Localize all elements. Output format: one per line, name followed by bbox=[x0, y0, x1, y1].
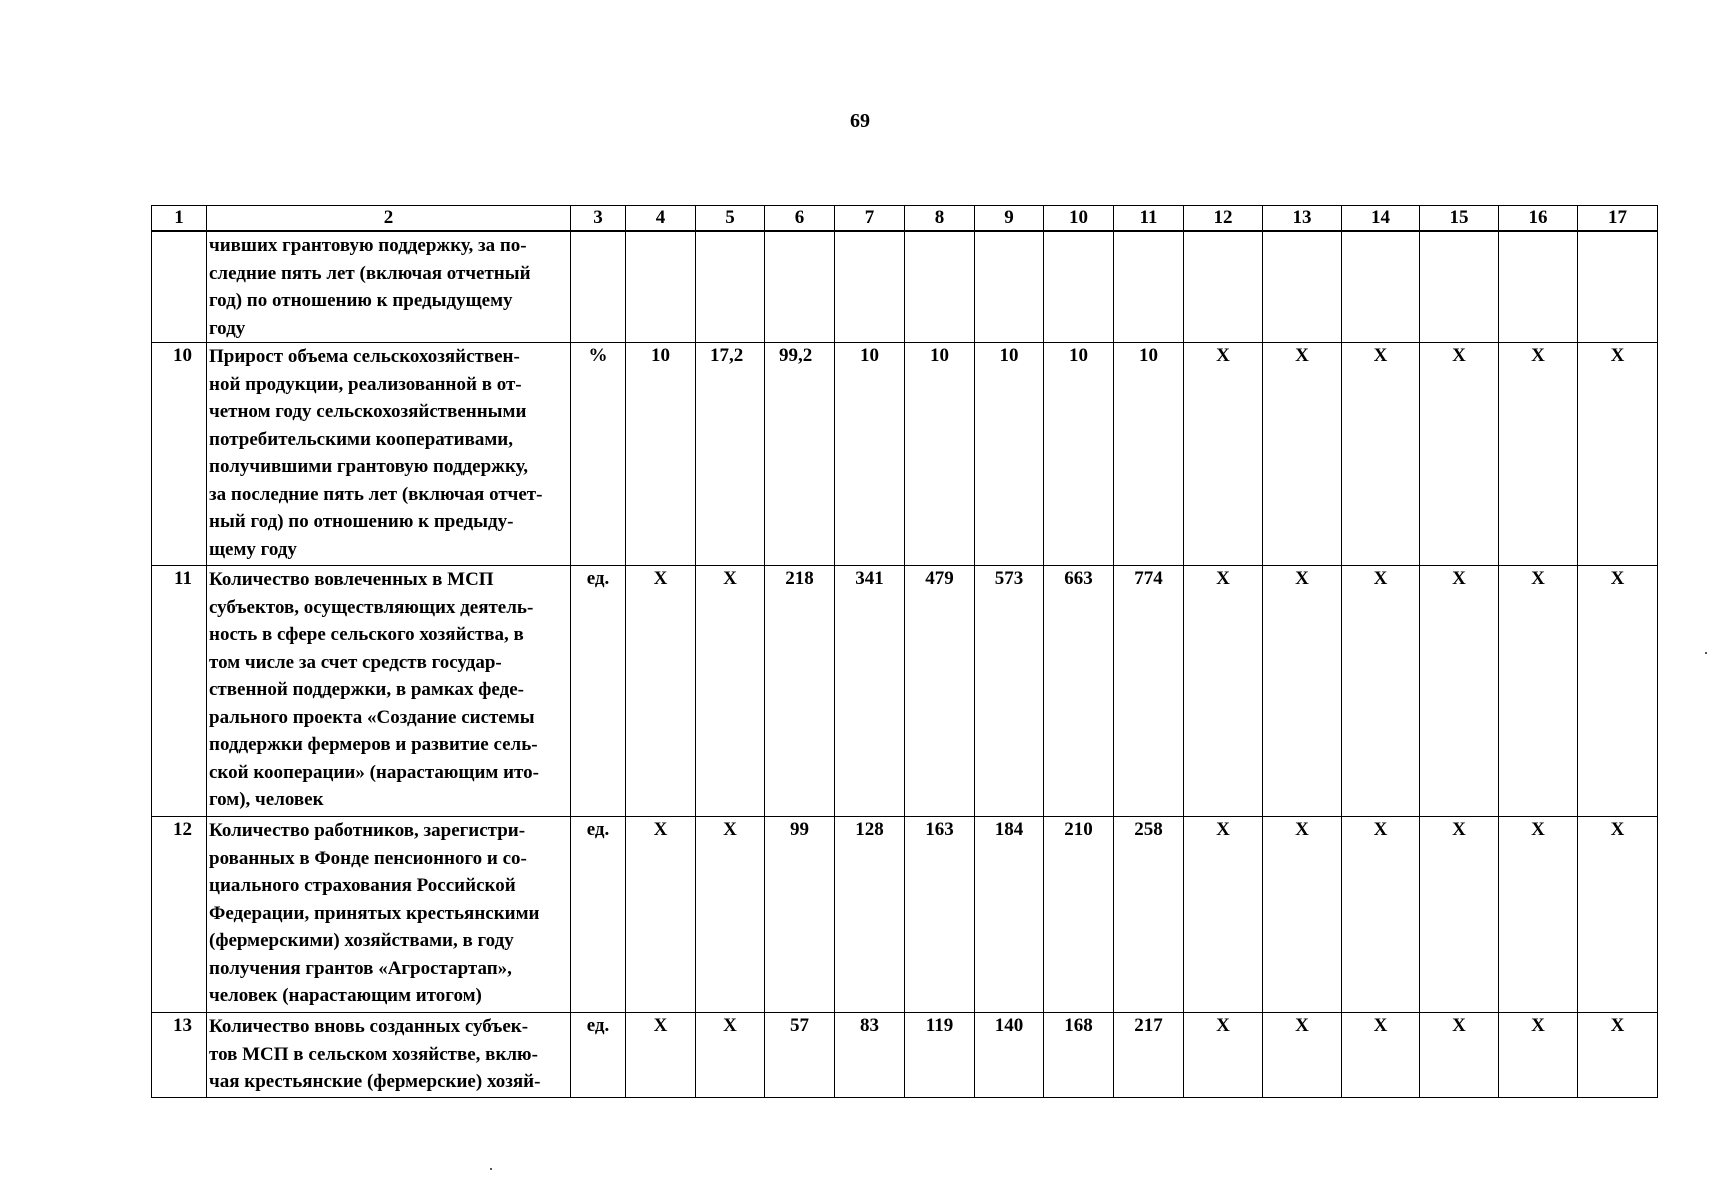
row-number bbox=[152, 231, 207, 343]
indicator-description bbox=[207, 231, 571, 343]
value-cell: 573 bbox=[975, 566, 1044, 817]
value-cell: X bbox=[1578, 817, 1658, 1013]
value-cell: 99 bbox=[765, 817, 835, 1013]
column-header: 9 bbox=[975, 206, 1044, 232]
description-line: Количество работников, зарегистри- bbox=[209, 820, 526, 841]
value-cell: X bbox=[1342, 343, 1420, 566]
value-cell bbox=[835, 231, 905, 343]
value-cell bbox=[1342, 231, 1420, 343]
value-cell: 10 bbox=[1114, 343, 1184, 566]
description-line: гом), человек bbox=[209, 789, 324, 810]
description-line: ственной поддержки, в рамках феде- bbox=[209, 679, 524, 700]
description-line: год) по отношению к предыдущему bbox=[209, 290, 513, 311]
value-cell: X bbox=[626, 817, 696, 1013]
description-line: том числе за счет средств государ- bbox=[209, 651, 502, 673]
value-cell bbox=[696, 231, 765, 343]
value-cell: 10 bbox=[905, 343, 975, 566]
value-cell: 10 bbox=[975, 343, 1044, 566]
value-cell: X bbox=[1263, 1013, 1342, 1098]
description-line: (фермерскими) хозяйствами, в году bbox=[209, 930, 514, 951]
value-cell: X bbox=[1184, 817, 1263, 1013]
column-header: 11 bbox=[1114, 206, 1184, 232]
indicator-description bbox=[207, 1013, 571, 1098]
unit-cell bbox=[571, 231, 626, 343]
indicator-description bbox=[207, 817, 571, 1013]
value-cell: X bbox=[1263, 343, 1342, 566]
value-cell: 10 bbox=[1044, 343, 1114, 566]
value-cell: 17,2 bbox=[696, 343, 765, 566]
value-cell bbox=[975, 231, 1044, 343]
value-cell: 258 bbox=[1114, 817, 1184, 1013]
value-cell bbox=[1499, 231, 1578, 343]
table-row bbox=[152, 343, 1658, 566]
description-line: получения грантов «Агростартап», bbox=[209, 957, 512, 979]
value-cell: 663 bbox=[1044, 566, 1114, 817]
unit-cell: % bbox=[571, 343, 626, 566]
value-cell: 57 bbox=[765, 1013, 835, 1098]
description-line: Прирост объема сельскохозяйствен- bbox=[209, 346, 520, 367]
scan-speck bbox=[490, 1168, 492, 1170]
description-line: чая крестьянские (фермерские) хозяй- bbox=[209, 1071, 541, 1092]
description-line: поддержки фермеров и развитие сель- bbox=[209, 734, 538, 755]
description-line: году bbox=[209, 317, 246, 339]
value-cell: 163 bbox=[905, 817, 975, 1013]
indicators-table bbox=[151, 205, 1658, 1098]
value-cell bbox=[1420, 231, 1499, 343]
indicator-description bbox=[207, 566, 571, 817]
value-cell: 10 bbox=[835, 343, 905, 566]
description-line: тов МСП в сельском хозяйстве, вклю- bbox=[209, 1043, 538, 1065]
value-cell bbox=[1184, 231, 1263, 343]
description-line: циального страхования Российской bbox=[209, 875, 516, 896]
value-cell: X bbox=[1184, 1013, 1263, 1098]
description-line: рованных в Фонде пенсионного и со- bbox=[209, 847, 527, 869]
description-line: ской кооперации» (нарастающим ито- bbox=[209, 761, 539, 783]
description-line: потребительскими кооперативами, bbox=[209, 428, 513, 450]
value-cell: X bbox=[696, 817, 765, 1013]
value-cell: X bbox=[1420, 817, 1499, 1013]
value-cell: 479 bbox=[905, 566, 975, 817]
value-cell bbox=[1114, 231, 1184, 343]
value-cell: X bbox=[1184, 566, 1263, 817]
column-header: 4 bbox=[626, 206, 696, 232]
description-line: следние пять лет (включая отчетный bbox=[209, 262, 531, 284]
description-line: ной продукции, реализованной в от- bbox=[209, 373, 522, 395]
description-line: четном году сельскохозяйственными bbox=[209, 401, 527, 422]
value-cell: X bbox=[1342, 1013, 1420, 1098]
column-header: 8 bbox=[905, 206, 975, 232]
description-line: человек (нарастающим итогом) bbox=[209, 985, 482, 1006]
value-cell: 128 bbox=[835, 817, 905, 1013]
value-cell bbox=[1578, 231, 1658, 343]
value-cell: X bbox=[1499, 566, 1578, 817]
value-cell: X bbox=[1499, 817, 1578, 1013]
table-row bbox=[152, 817, 1658, 1013]
value-cell: 140 bbox=[975, 1013, 1044, 1098]
value-cell: X bbox=[1342, 817, 1420, 1013]
description-line: щему году bbox=[209, 538, 297, 560]
column-header: 1 bbox=[152, 206, 207, 232]
value-cell: 210 bbox=[1044, 817, 1114, 1013]
value-cell: X bbox=[1578, 1013, 1658, 1098]
value-cell: X bbox=[626, 566, 696, 817]
column-header: 2 bbox=[207, 206, 571, 232]
description-line: субъектов, осуществляющих деятель- bbox=[209, 596, 534, 618]
value-cell: X bbox=[1499, 343, 1578, 566]
column-header: 3 bbox=[571, 206, 626, 232]
value-cell: X bbox=[1499, 1013, 1578, 1098]
value-cell: X bbox=[1420, 1013, 1499, 1098]
value-cell: X bbox=[626, 1013, 696, 1098]
description-line: ный год) по отношению к предыду- bbox=[209, 511, 514, 532]
row-number: 11 bbox=[152, 566, 207, 817]
value-cell: X bbox=[1263, 817, 1342, 1013]
value-cell: 218 bbox=[765, 566, 835, 817]
value-cell: 341 bbox=[835, 566, 905, 817]
value-cell: 83 bbox=[835, 1013, 905, 1098]
column-number-row bbox=[152, 206, 1658, 232]
column-header: 12 bbox=[1184, 206, 1263, 232]
value-cell bbox=[626, 231, 696, 343]
column-header: 6 bbox=[765, 206, 835, 232]
table-row bbox=[152, 566, 1658, 817]
unit-cell: ед. bbox=[571, 566, 626, 817]
description-line: рального проекта «Создание системы bbox=[209, 706, 535, 728]
value-cell: X bbox=[1578, 566, 1658, 817]
column-header: 15 bbox=[1420, 206, 1499, 232]
description-line: получившими грантовую поддержку, bbox=[209, 456, 528, 477]
description-line: Количество вовлеченных в МСП bbox=[209, 569, 494, 590]
table-row bbox=[152, 231, 1658, 343]
unit-cell: ед. bbox=[571, 817, 626, 1013]
table-row bbox=[152, 1013, 1658, 1098]
description-line: за последние пять лет (включая отчет- bbox=[209, 483, 543, 505]
value-cell: X bbox=[1578, 343, 1658, 566]
description-line: ность в сфере сельского хозяйства, в bbox=[209, 624, 524, 645]
value-cell: X bbox=[1420, 566, 1499, 817]
column-header: 14 bbox=[1342, 206, 1420, 232]
value-cell: 184 bbox=[975, 817, 1044, 1013]
description-line: Количество вновь созданных субъек- bbox=[209, 1016, 529, 1037]
description-line: чивших грантовую поддержку, за по- bbox=[209, 235, 527, 256]
value-cell bbox=[1263, 231, 1342, 343]
column-header: 7 bbox=[835, 206, 905, 232]
value-cell: X bbox=[1342, 566, 1420, 817]
value-cell: X bbox=[1184, 343, 1263, 566]
scan-speck bbox=[1705, 652, 1707, 654]
value-cell: X bbox=[696, 1013, 765, 1098]
row-number: 10 bbox=[152, 343, 207, 566]
column-header: 13 bbox=[1263, 206, 1342, 232]
column-header: 5 bbox=[696, 206, 765, 232]
column-header: 16 bbox=[1499, 206, 1578, 232]
description-line: Федерации, принятых крестьянскими bbox=[209, 902, 540, 924]
value-cell: X bbox=[696, 566, 765, 817]
column-header: 17 bbox=[1578, 206, 1658, 232]
value-cell bbox=[765, 231, 835, 343]
value-cell: 99,2 bbox=[765, 343, 835, 566]
row-number: 13 bbox=[152, 1013, 207, 1098]
value-cell: 217 bbox=[1114, 1013, 1184, 1098]
value-cell: X bbox=[1420, 343, 1499, 566]
value-cell: X bbox=[1263, 566, 1342, 817]
value-cell: 168 bbox=[1044, 1013, 1114, 1098]
value-cell: 774 bbox=[1114, 566, 1184, 817]
page-number: 69 bbox=[850, 110, 870, 132]
value-cell bbox=[1044, 231, 1114, 343]
column-header: 10 bbox=[1044, 206, 1114, 232]
row-number: 12 bbox=[152, 817, 207, 1013]
value-cell: 10 bbox=[626, 343, 696, 566]
indicator-description bbox=[207, 343, 571, 566]
value-cell: 119 bbox=[905, 1013, 975, 1098]
unit-cell: ед. bbox=[571, 1013, 626, 1098]
value-cell bbox=[905, 231, 975, 343]
